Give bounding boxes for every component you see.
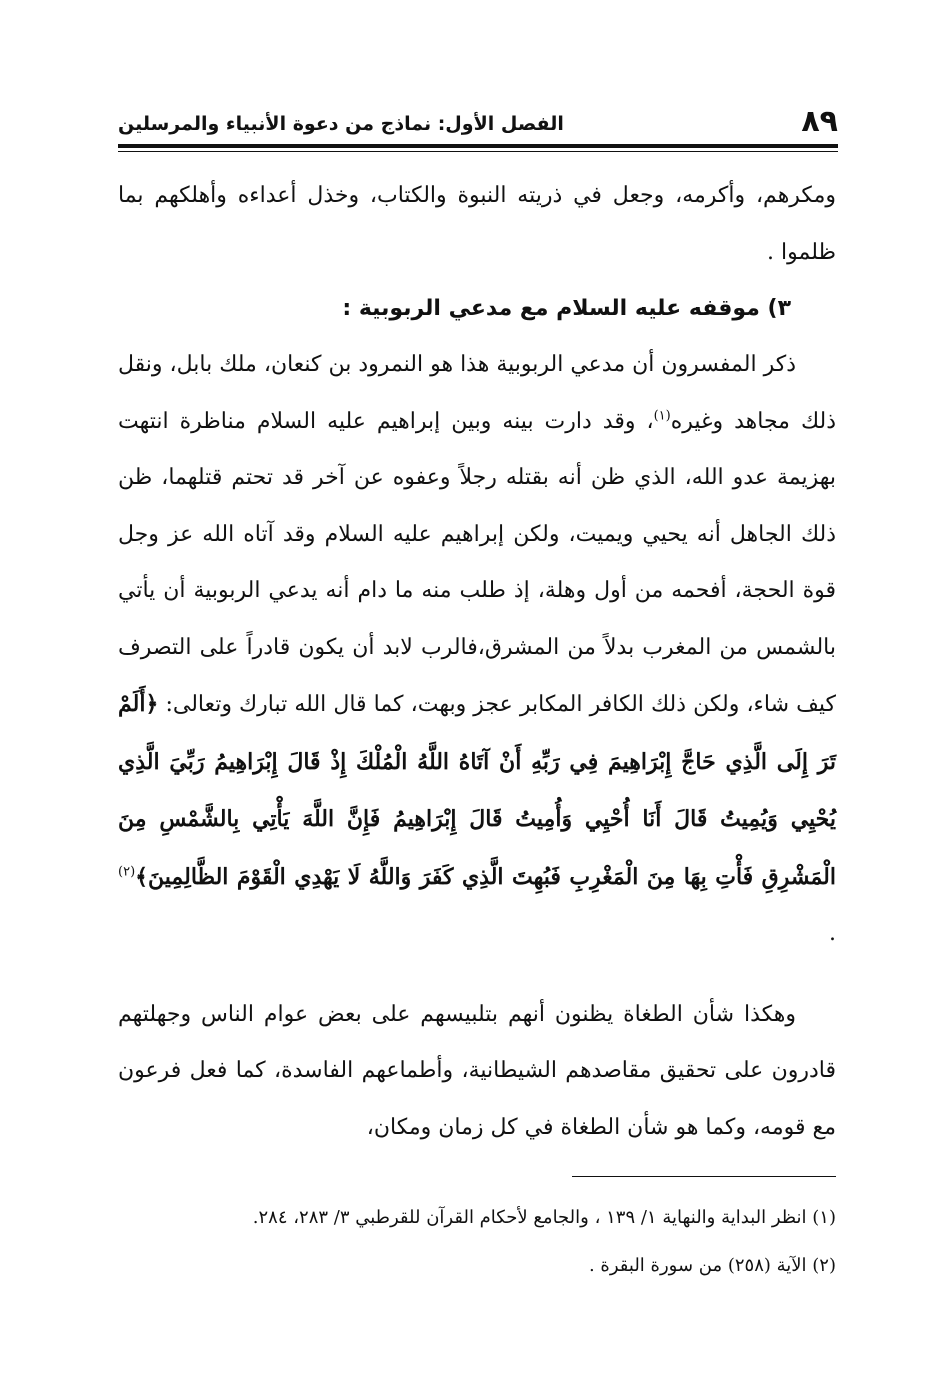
body-text xyxy=(118,168,836,1156)
footnote-ref-2: (٢) xyxy=(118,864,136,880)
paragraph-gap xyxy=(118,963,836,987)
running-title: الفصل الأول: نماذج من دعوة الأنبياء والمرسلين xyxy=(118,113,564,135)
header-rule-thin xyxy=(118,151,838,152)
footnote-separator xyxy=(572,1176,836,1177)
footnote-1: (١) انظر البداية والنهاية ١/ ١٣٩ ، والجامع لأحكام القرآن للقرطبي ٣/ ٢٨٣، ٢٨٤. xyxy=(252,1207,836,1228)
paragraph-1: ومكرهم، وأكرمه، وجعل في ذريته النبوة والكتاب، وخذل أعداءه وأهلكهم بما ظلموا . xyxy=(118,183,836,265)
section-heading: ٣) موقفه عليه السلام مع مدعي الربوبية : xyxy=(342,296,791,321)
quran-verse: ﴿أَلَمْ تَرَ إِلَى الَّذِي حَاجَّ إِبْرَاهِيمَ فِي رَبِّهِ أَنْ آتَاهُ اللَّهُ الْمُلْكَ إِذْ قَالَ إِبْرَاهِيمُ رَبِّيَ الَّذِي يُحْيِي وَيُمِيتُ قَالَ أَنَا أُحْيِي وَأُمِيتُ قَالَ إِبْرَاهِيمُ فَإِنَّ اللَّهَ يَأْتِي بِالشَّمْسِ مِنَ الْمَشْرِقِ فَأْتِ بِهَا مِنَ الْمَغْرِبِ فَبُهِتَ الَّذِي كَفَرَ وَاللَّهُ لَا يَهْدِي الْقَوْمَ الظَّالِمِينَ﴾ xyxy=(118,691,836,890)
header-rule-thick xyxy=(118,144,838,148)
paragraph-2-text-a: ذكر المفسرون أن مدعي الربوبية هذا هو النمرود بن كنعان، ملك بابل، ونقل ذلك مجاهد وغيره xyxy=(118,352,836,434)
paragraph-2-text-b: ، وقد دارت بينه وبين إبراهيم عليه السلام مناظرة انتهت بهزيمة عدو الله، الذي ظن أنه بقتله رجلاً وعفوه عن آخر قد تحتم قتلهما، ظن ذلك الجاهل أنه يحيي ويميت، ولكن إبراهيم عليه السلام وقد آتاه الله عز وجل قوة الحجة، أفحمه من أول وهلة، إذ طلب منه ما دام أنه يدعي الربوبية أن يأتي بالشمس من المغرب بدلاً من المشرق،فالرب لابد أن يكون قادراً على التصرف كيف شاء، ولكن ذلك الكافر المكابر عجز وبهت، كما قال الله تبارك وتعالى: xyxy=(118,408,836,717)
footnote-ref-1: (١) xyxy=(653,408,671,424)
page-number: ٨٩ xyxy=(801,104,838,139)
paragraph-3: وهكذا شأن الطغاة يظنون أنهم بتلبيسهم على بعض عوام الناس وجهلتهم قادرون على تحقيق مقاصدهم الشيطانية، وأطماعهم الفاسدة، كما فعل فرعون مع قومه، وكما هو شأن الطغاة في كل زمان ومكان، xyxy=(118,1001,836,1140)
footnote-2: (٢) الآية (٢٥٨) من سورة البقرة . xyxy=(588,1255,836,1276)
page-header xyxy=(118,98,838,142)
paragraph-2 xyxy=(118,337,836,963)
paragraph-2-end: . xyxy=(829,921,836,946)
footnotes xyxy=(118,1194,836,1290)
